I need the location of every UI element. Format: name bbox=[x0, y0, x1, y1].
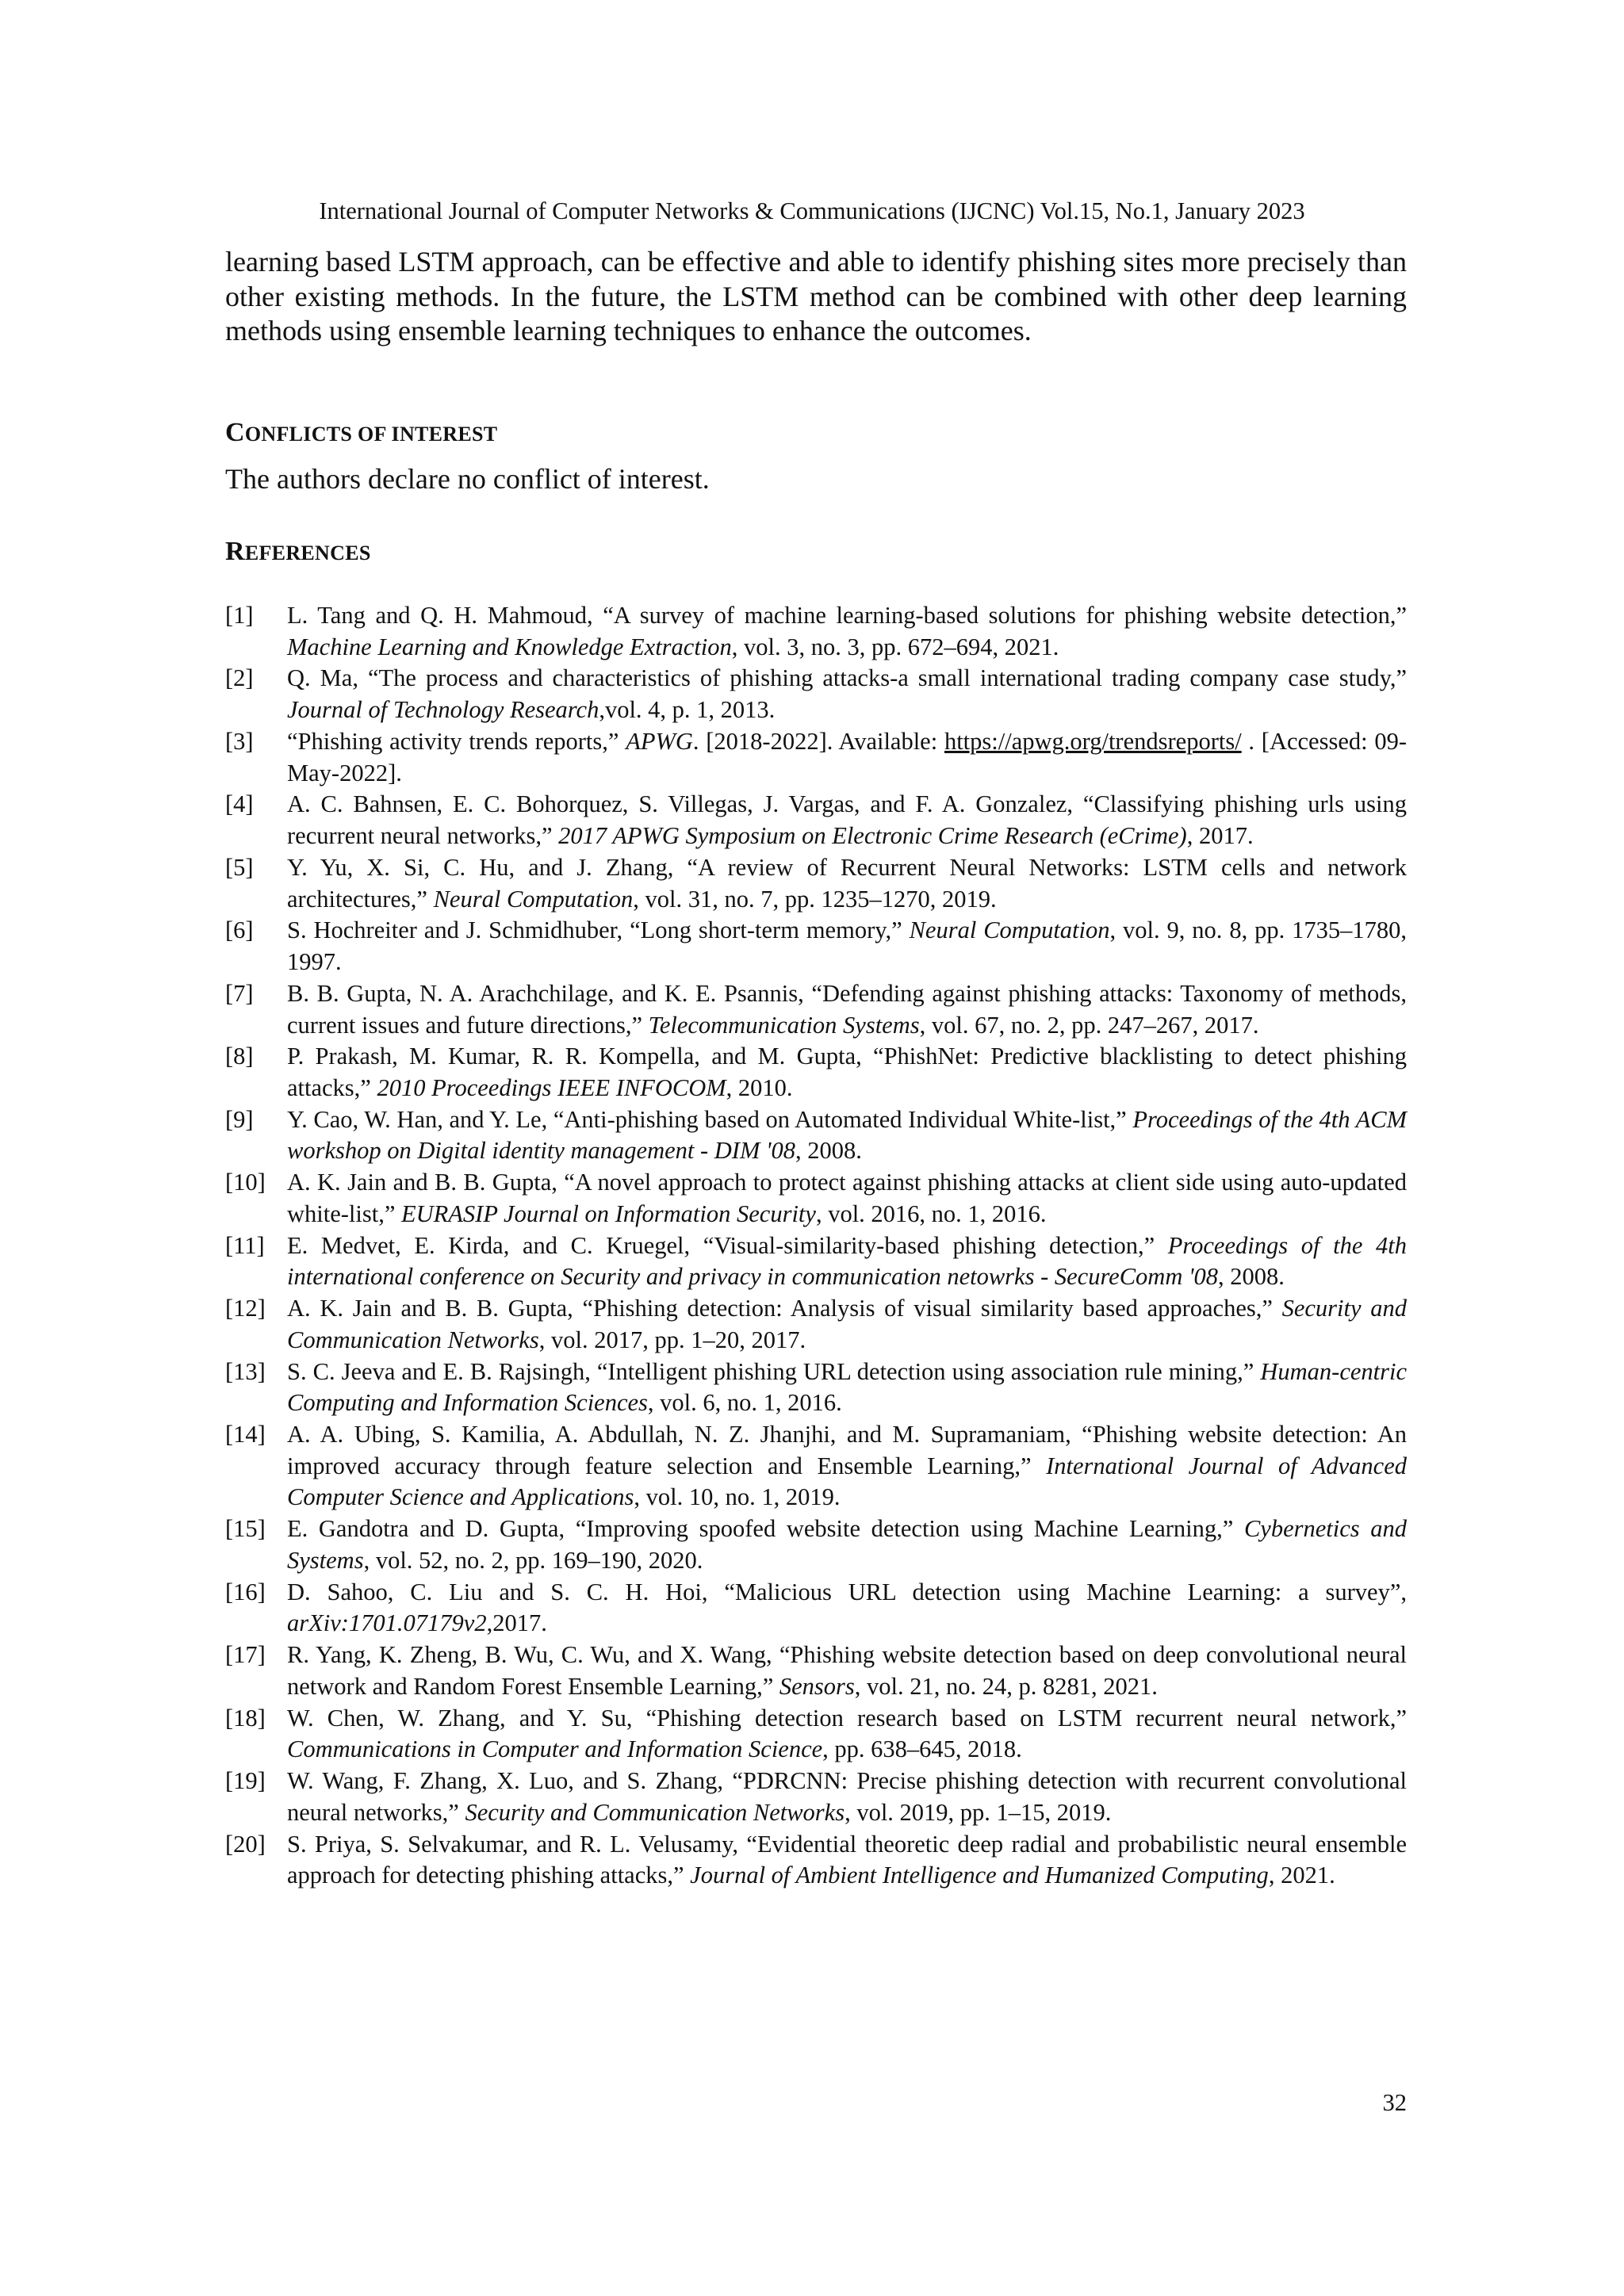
reference-text bbox=[287, 1829, 1407, 1892]
reference-text bbox=[287, 978, 1407, 1041]
reference-authors-title: A. K. Jain and B. B. Gupta, “A novel approach to protect against phishing attacks at client side using auto-updated white-list,” bbox=[287, 1169, 1407, 1227]
reference-number: [11] bbox=[225, 1231, 265, 1259]
reference-details: , vol. 31, no. 7, pp. 1235–1270, 2019. bbox=[633, 885, 997, 913]
reference-item bbox=[225, 1513, 1407, 1576]
reference-text bbox=[287, 789, 1407, 851]
reference-venue: Cybernetics and Systems bbox=[287, 1515, 1407, 1574]
reference-authors-title: W. Wang, F. Zhang, X. Luo, and S. Zhang, “PDRCNN: Precise phishing detection with recurrent convolutional neural networks,” bbox=[287, 1767, 1407, 1826]
reference-venue: Journal of Ambient Intelligence and Humanized Computing bbox=[690, 1862, 1269, 1889]
reference-number: [15] bbox=[225, 1515, 266, 1543]
page-number: 32 bbox=[1382, 2089, 1407, 2116]
conflicts-heading bbox=[225, 417, 497, 450]
reference-details: , vol. 9, no. 8, pp. 1735–1780, 1997. bbox=[287, 916, 1408, 976]
reference-authors-title: B. B. Gupta, N. A. Arachchilage, and K. E. Psannis, “Defending against phishing attacks: Taxonomy of methods, current issues and future directions,” bbox=[287, 979, 1407, 1039]
reference-venue: Human-centric Computing and Information Sciences bbox=[287, 1357, 1407, 1417]
reference-number: [14] bbox=[225, 1421, 266, 1448]
reference-number: [3] bbox=[225, 727, 254, 755]
reference-item bbox=[225, 600, 1407, 663]
reference-venue: EURASIP Journal on Information Security bbox=[401, 1200, 816, 1227]
reference-access-note: . [Accessed: 09-May-2022]. bbox=[287, 727, 1407, 786]
reference-item bbox=[225, 915, 1407, 978]
reference-number: [19] bbox=[225, 1767, 266, 1795]
reference-venue: arXiv:1701.07179v2 bbox=[287, 1609, 487, 1637]
reference-text bbox=[287, 1766, 1407, 1828]
reference-authors-title: Q. Ma, “The process and characteristics of phishing attacks-a small international trading company case study,” bbox=[287, 664, 1407, 692]
reference-authors-title: Y. Yu, X. Si, C. Hu, and J. Zhang, “A review of Recurrent Neural Networks: LSTM cells and network architectures,” bbox=[287, 853, 1407, 913]
reference-item bbox=[225, 726, 1407, 789]
reference-details: ,2017. bbox=[486, 1609, 547, 1637]
reference-authors-title: W. Chen, W. Zhang, and Y. Su, “Phishing detection research based on LSTM recurrent neural network,” bbox=[287, 1704, 1407, 1732]
reference-details: , 2010. bbox=[726, 1073, 793, 1101]
reference-item bbox=[225, 1577, 1407, 1640]
reference-number: [16] bbox=[225, 1578, 266, 1605]
reference-number: [5] bbox=[225, 853, 254, 881]
reference-number: [1] bbox=[225, 602, 254, 629]
reference-venue: 2010 Proceedings IEEE INFOCOM bbox=[377, 1073, 726, 1101]
reference-details: , vol. 2019, pp. 1–15, 2019. bbox=[845, 1798, 1112, 1826]
reference-item bbox=[225, 1357, 1407, 1419]
reference-item bbox=[225, 789, 1407, 851]
reference-text bbox=[287, 1293, 1407, 1356]
reference-venue: APWG bbox=[626, 727, 693, 755]
reference-details: , 2008. bbox=[1218, 1263, 1285, 1291]
reference-venue: Journal of Technology Research bbox=[287, 696, 599, 724]
intro-paragraph: learning based LSTM approach, can be effective and able to identify phishing sites more precisely than other existing methods. In the future, the LSTM method can be combined with other deep learning methods using ensemble learning techniques to enhance the outcomes. bbox=[225, 246, 1407, 346]
references-heading bbox=[225, 536, 371, 569]
reference-item bbox=[225, 978, 1407, 1041]
reference-item bbox=[225, 852, 1407, 915]
reference-venue: International Journal of Advanced Computer Science and Applications bbox=[287, 1452, 1407, 1511]
reference-text bbox=[287, 1230, 1407, 1293]
reference-item bbox=[225, 1703, 1407, 1766]
reference-venue: Security and Communication Networks bbox=[287, 1295, 1407, 1353]
reference-details: , 2021. bbox=[1268, 1862, 1335, 1889]
reference-details: , 2008. bbox=[795, 1137, 862, 1165]
conflicts-heading-initial: C bbox=[225, 418, 245, 447]
reference-authors-title: A. C. Bahnsen, E. C. Bohorquez, S. Villegas, J. Vargas, and F. A. Gonzalez, “Classifying phishing urls using recurrent neural networks,” bbox=[287, 790, 1407, 850]
reference-authors-title: Y. Cao, W. Han, and Y. Le, “Anti-phishing based on Automated Individual White-list,” bbox=[287, 1105, 1133, 1133]
reference-details: , pp. 638–645, 2018. bbox=[822, 1735, 1022, 1763]
reference-text bbox=[287, 1513, 1407, 1576]
reference-authors-title: L. Tang and Q. H. Mahmoud, “A survey of machine learning-based solutions for phishing website detection,” bbox=[287, 602, 1407, 629]
references-list bbox=[225, 600, 1407, 1892]
reference-details: , vol. 21, no. 24, p. 8281, 2021. bbox=[854, 1672, 1158, 1700]
reference-venue: Proceedings of the 4th ACM workshop on Digital identity management - DIM '08 bbox=[287, 1105, 1407, 1165]
reference-text bbox=[287, 1167, 1407, 1230]
reference-venue: Proceedings of the 4th international conference on Security and privacy in communication netowrks - SecureComm '08 bbox=[287, 1231, 1407, 1291]
reference-item bbox=[225, 663, 1407, 725]
reference-details: , 2017. bbox=[1186, 822, 1254, 850]
references-heading-initial: R bbox=[225, 537, 245, 566]
reference-details: , vol. 2016, no. 1, 2016. bbox=[815, 1200, 1047, 1227]
reference-number: [7] bbox=[225, 979, 254, 1007]
reference-text bbox=[287, 663, 1407, 725]
references-heading-rest: EFERENCES bbox=[244, 541, 371, 564]
reference-venue: Security and Communication Networks bbox=[465, 1798, 845, 1826]
reference-number: [20] bbox=[225, 1830, 266, 1858]
reference-authors-title: E. Gandotra and D. Gupta, “Improving spoofed website detection using Machine Learning,” bbox=[287, 1515, 1244, 1543]
reference-authors-title: S. C. Jeeva and E. B. Rajsingh, “Intelligent phishing URL detection using association rule mining,” bbox=[287, 1357, 1261, 1385]
reference-details: , vol. 6, no. 1, 2016. bbox=[647, 1389, 842, 1417]
reference-number: [4] bbox=[225, 790, 254, 818]
reference-item bbox=[225, 1766, 1407, 1828]
reference-venue: Sensors bbox=[779, 1672, 855, 1700]
conflicts-statement: The authors declare no conflict of interest. bbox=[225, 463, 710, 495]
reference-authors-title: A. A. Ubing, S. Kamilia, A. Abdullah, N. Z. Jhanjhi, and M. Supramaniam, “Phishing website detection: An improved accuracy through feature selection and Ensemble Learning,” bbox=[287, 1421, 1407, 1479]
reference-authors-title: A. K. Jain and B. B. Gupta, “Phishing detection: Analysis of visual similarity based approaches,” bbox=[287, 1295, 1282, 1322]
reference-item bbox=[225, 1293, 1407, 1356]
reference-details: , vol. 52, no. 2, pp. 169–190, 2020. bbox=[363, 1546, 703, 1574]
running-header: International Journal of Computer Networks & Communications (IJCNC) Vol.15, No.1, January 2023 bbox=[319, 197, 1305, 224]
reference-item bbox=[225, 1419, 1407, 1513]
reference-number: [17] bbox=[225, 1641, 266, 1669]
reference-text bbox=[287, 600, 1407, 663]
reference-text bbox=[287, 1041, 1407, 1104]
reference-text bbox=[287, 1104, 1407, 1167]
reference-details: , vol. 3, no. 3, pp. 672–694, 2021. bbox=[731, 633, 1059, 660]
reference-details: , vol. 10, no. 1, 2019. bbox=[634, 1483, 841, 1511]
reference-details: . [2018-2022]. Available: bbox=[692, 727, 944, 755]
reference-item bbox=[225, 1041, 1407, 1104]
reference-number: [12] bbox=[225, 1295, 266, 1322]
reference-authors-title: D. Sahoo, C. Liu and S. C. H. Hoi, “Malicious URL detection using Machine Learning: a survey”, bbox=[287, 1578, 1407, 1605]
reference-text bbox=[287, 1419, 1407, 1513]
reference-number: [8] bbox=[225, 1043, 254, 1070]
reference-text bbox=[287, 915, 1407, 978]
reference-text bbox=[287, 726, 1407, 789]
reference-venue: Machine Learning and Knowledge Extraction bbox=[287, 633, 732, 660]
reference-number: [2] bbox=[225, 664, 254, 692]
reference-details: ,vol. 4, p. 1, 2013. bbox=[599, 696, 776, 724]
reference-venue: 2017 APWG Symposium on Electronic Crime Research (eCrime) bbox=[558, 822, 1187, 850]
reference-link[interactable]: https://apwg.org/trendsreports/ bbox=[944, 727, 1242, 755]
reference-text bbox=[287, 1357, 1407, 1419]
reference-authors-title: “Phishing activity trends reports,” bbox=[287, 727, 626, 755]
reference-text bbox=[287, 1640, 1407, 1702]
reference-details: , vol. 2017, pp. 1–20, 2017. bbox=[538, 1326, 806, 1353]
reference-venue: Neural Computation bbox=[909, 916, 1110, 944]
reference-venue: Communications in Computer and Information Science bbox=[287, 1735, 823, 1763]
reference-number: [9] bbox=[225, 1105, 254, 1133]
reference-number: [13] bbox=[225, 1357, 266, 1385]
reference-venue: Telecommunication Systems bbox=[648, 1011, 920, 1039]
reference-text bbox=[287, 1577, 1407, 1640]
reference-item bbox=[225, 1640, 1407, 1702]
reference-item bbox=[225, 1167, 1407, 1230]
reference-number: [6] bbox=[225, 916, 254, 944]
reference-item bbox=[225, 1230, 1407, 1293]
reference-details: , vol. 67, no. 2, pp. 247–267, 2017. bbox=[919, 1011, 1259, 1039]
reference-text bbox=[287, 852, 1407, 915]
reference-authors-title: R. Yang, K. Zheng, B. Wu, C. Wu, and X. Wang, “Phishing website detection based on deep convolutional neural network and Random Forest Ensemble Learning,” bbox=[287, 1641, 1407, 1700]
reference-venue: Neural Computation bbox=[433, 885, 634, 913]
reference-number: [18] bbox=[225, 1704, 266, 1732]
reference-number: [10] bbox=[225, 1169, 266, 1196]
reference-authors-title: E. Medvet, E. Kirda, and C. Kruegel, “Visual-similarity-based phishing detection,” bbox=[287, 1231, 1168, 1259]
reference-item bbox=[225, 1829, 1407, 1892]
conflicts-heading-rest: ONFLICTS OF INTEREST bbox=[244, 423, 498, 446]
reference-text bbox=[287, 1703, 1407, 1766]
reference-authors-title: S. Hochreiter and J. Schmidhuber, “Long short-term memory,” bbox=[287, 916, 910, 944]
reference-authors-title: S. Priya, S. Selvakumar, and R. L. Velusamy, “Evidential theoretic deep radial and probabilistic neural ensemble approach for detecting phishing attacks,” bbox=[287, 1830, 1407, 1889]
reference-authors-title: P. Prakash, M. Kumar, R. R. Kompella, and M. Gupta, “PhishNet: Predictive blacklisting to detect phishing attacks,” bbox=[287, 1043, 1407, 1101]
reference-item bbox=[225, 1104, 1407, 1167]
